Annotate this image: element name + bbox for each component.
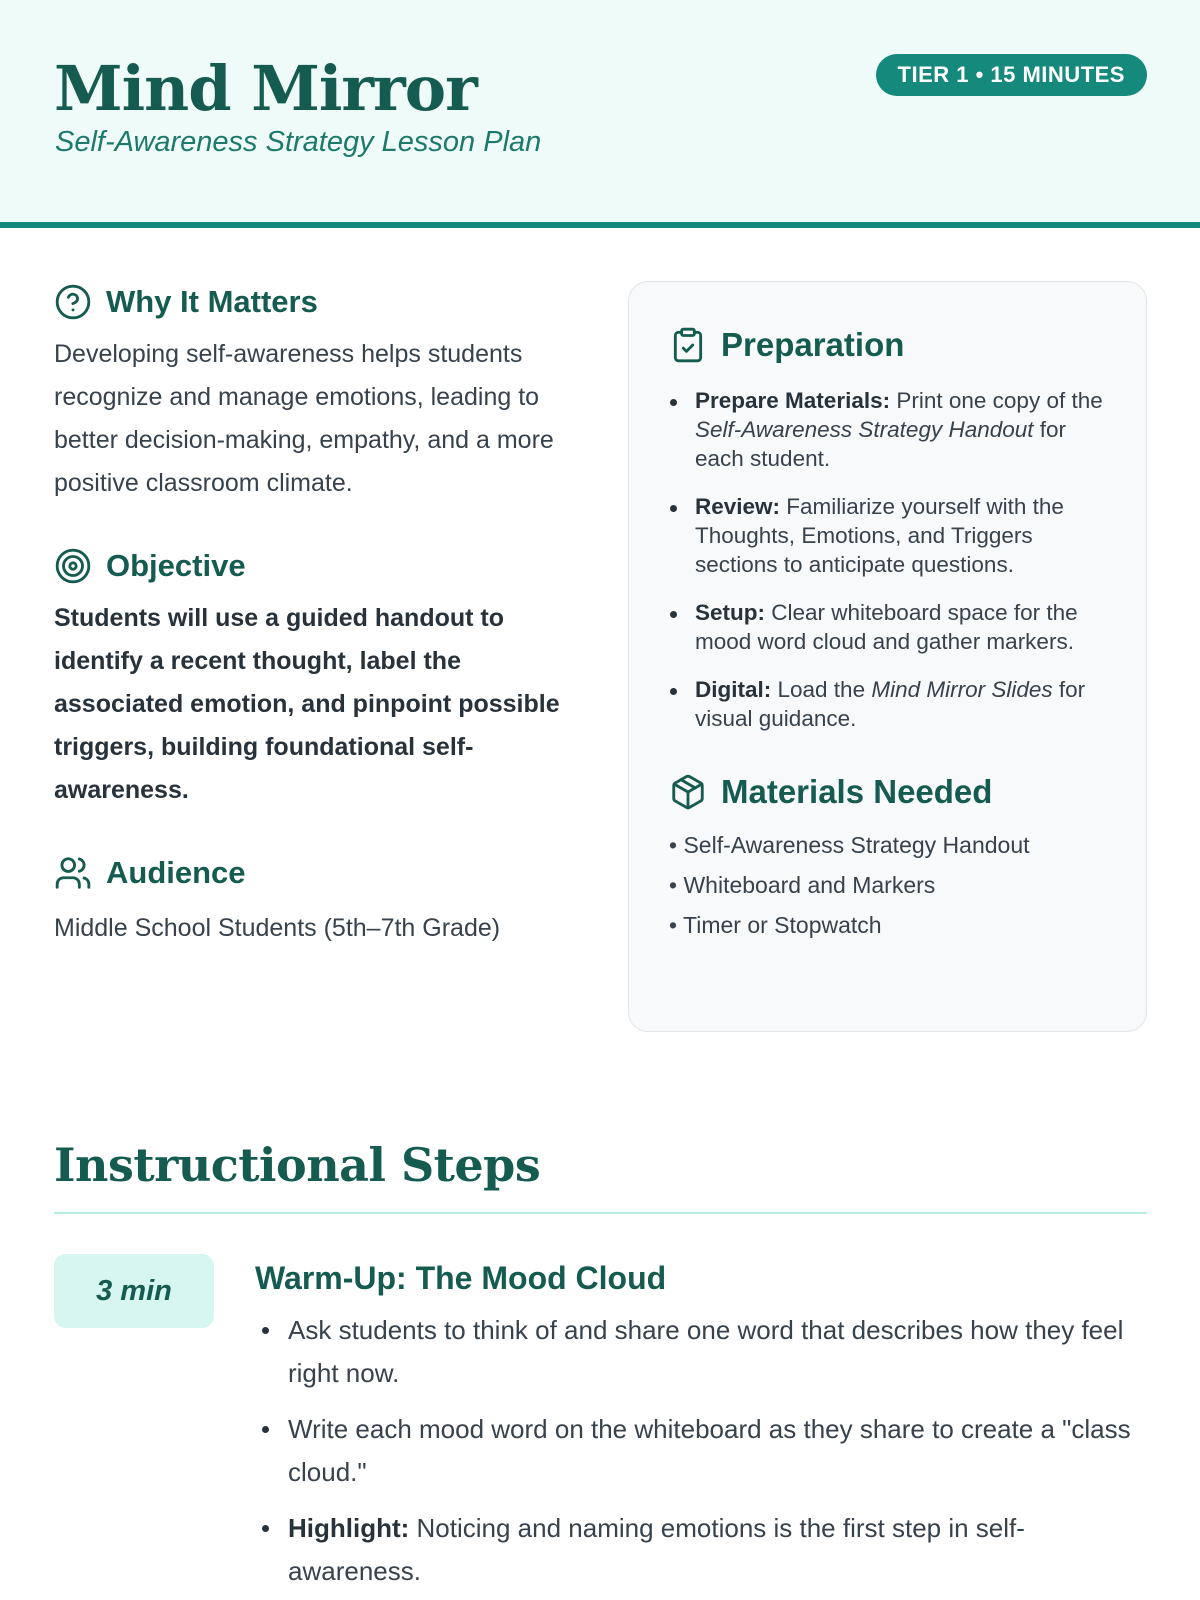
header [0,0,1200,228]
materials-list [669,825,1106,945]
step-title: Warm-Up: The Mood Cloud [255,1260,667,1296]
target-icon [54,547,92,585]
step-time-badge: 3 min [54,1254,214,1328]
prep-item-text: for visual guidance. [695,677,1086,731]
material-item: • Whiteboard and Markers [669,865,1106,905]
materials-title: Materials Needed [721,773,993,810]
prep-item [669,675,1106,733]
step-body [255,1254,1147,1600]
clipboard-check-icon [669,326,707,364]
preparation-heading [669,326,1106,364]
prep-item-text: Load the [771,677,872,702]
step-bullet-text: Ask students to think of and share one word that describes how they feel right now. [288,1315,1124,1388]
users-icon [54,854,92,892]
step-bullet-text: Noticing and naming emotions is the first step in self-awareness. [288,1513,1025,1586]
tier-badge: TIER 1 • 15 MINUTES [876,54,1147,96]
prep-item-emphasis: Mind Mirror Slides [871,677,1053,702]
audience-heading [54,854,574,892]
prep-item [669,386,1106,473]
objective-heading [54,547,574,585]
materials-heading [669,773,1106,811]
question-circle-icon [54,283,92,321]
prep-item-text: Print one copy of the [890,388,1103,413]
preparation-list [669,386,1106,733]
prep-item-label: Digital: [695,677,772,702]
steps-heading: Instructional Steps [54,1138,541,1192]
prep-item [669,598,1106,656]
why-text: Developing self-awareness helps students recognize and manage emotions, leading to better decision-making, empathy, and a more positive classroom climate. [54,340,554,497]
page-title: Mind Mirror [54,52,477,125]
step-bullet [255,1507,1147,1593]
prep-item-emphasis: Self-Awareness Strategy Handout [695,417,1034,442]
step-bullet-text: Write each mood word on the whiteboard as they share to create a "class cloud." [288,1414,1131,1487]
prep-item-label: Prepare Materials: [695,388,891,413]
step-bullet [255,1408,1147,1494]
audience-text: Middle School Students (5th–7th Grade) [54,914,501,942]
why-title: Why It Matters [106,284,318,319]
steps-divider [54,1212,1147,1214]
preparation-title: Preparation [721,326,905,363]
prep-item [669,492,1106,579]
objective-title: Objective [106,548,246,583]
prep-item-text: Familiarize yourself with the Thoughts, Emotions, and Triggers sections to anticipate questions. [695,494,1064,577]
step-bullets [255,1309,1147,1593]
package-icon [669,773,707,811]
prep-item-text: Clear whiteboard space for the mood word cloud and gather markers. [695,600,1078,654]
prep-item-label: Setup: [695,600,765,625]
prep-item-text: for each student. [695,417,1067,471]
objective-text: Students will use a guided handout to identify a recent thought, label the associated emotion, and pinpoint possible triggers, building foundational self-awareness. [54,604,560,804]
step-bullet [255,1309,1147,1395]
page-subtitle: Self-Awareness Strategy Lesson Plan [55,126,542,158]
audience-title: Audience [106,855,246,890]
step-bullet-label: Highlight: [288,1513,410,1543]
why-heading [54,283,574,321]
overview-column [54,283,574,943]
material-item: • Timer or Stopwatch [669,905,1106,945]
prep-item-label: Review: [695,494,781,519]
material-item: • Self-Awareness Strategy Handout [669,825,1106,865]
preparation-card [628,281,1147,1032]
